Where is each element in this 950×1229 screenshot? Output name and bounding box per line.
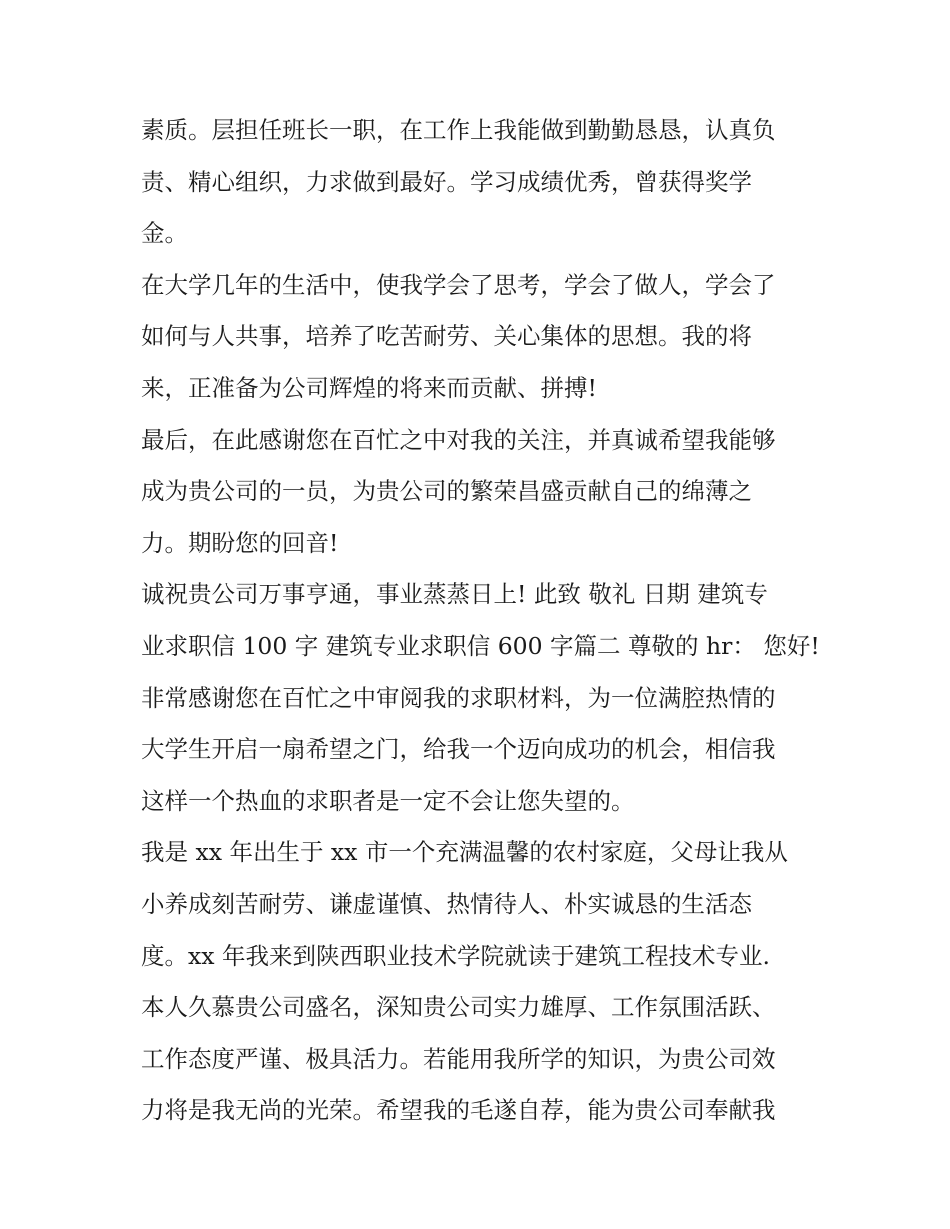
text-line: 度。xx 年我来到陕西职业技术学院就读于建筑工程技术专业. [141,941,770,970]
text-line: 成为贵公司的一员，为贵公司的繁荣昌盛贡献自己的绵薄之 [141,477,752,506]
text-line: 本人久慕贵公司盛名，深知贵公司实力雄厚、工作氛围活跃、 [141,993,776,1022]
text-line: 非常感谢您在百忙之中审阅我的求职材料，为一位满腔热情的 [141,683,776,712]
text-line: 如何与人共事，培养了吃苦耐劳、关心集体的思想。我的将 [141,322,752,351]
body-text [141,108,821,1140]
text-line: 责、精心组织，力求做到最好。学习成绩优秀，曾获得奖学 [141,167,752,196]
text-line: 我是 xx 年出生于 xx 市一个充满温馨的农村家庭，父母让我从 [141,838,788,867]
text-line: 诚祝贵公司万事亨通，事业蒸蒸日上! 此致 敬礼 日期 建筑专 [141,580,768,609]
text-line: 大学生开启一扇希望之门，给我一个迈向成功的机会，相信我 [141,735,776,764]
text-line: 小养成刻苦耐劳、谦虚谨慎、热情待人、朴实诚恳的生活态 [141,889,752,918]
text-line: 在大学几年的生活中，使我学会了思考，学会了做人，学会了 [141,270,776,299]
text-line: 工作态度严谨、极具活力。若能用我所学的知识，为贵公司效 [141,1044,776,1073]
text-line: 这样一个热血的求职者是一定不会让您失望的。 [141,786,635,815]
text-line: 力。期盼您的回音! [141,528,339,557]
text-line: 最后，在此感谢您在百忙之中对我的关注，并真诚希望我能够 [141,425,776,454]
text-line: 力将是我无尚的光荣。希望我的毛遂自荐，能为贵公司奉献我 [141,1096,776,1125]
text-line: 业求职信 100 字 建筑专业求职信 600 字篇二 尊敬的 hr： 您好! [141,631,820,660]
text-line: 来，正准备为公司辉煌的将来而贡献、拼搏! [141,373,597,402]
text-line: 金。 [141,219,188,248]
text-line: 素质。层担任班长一职，在工作上我能做到勤勤恳恳，认真负 [141,116,776,144]
